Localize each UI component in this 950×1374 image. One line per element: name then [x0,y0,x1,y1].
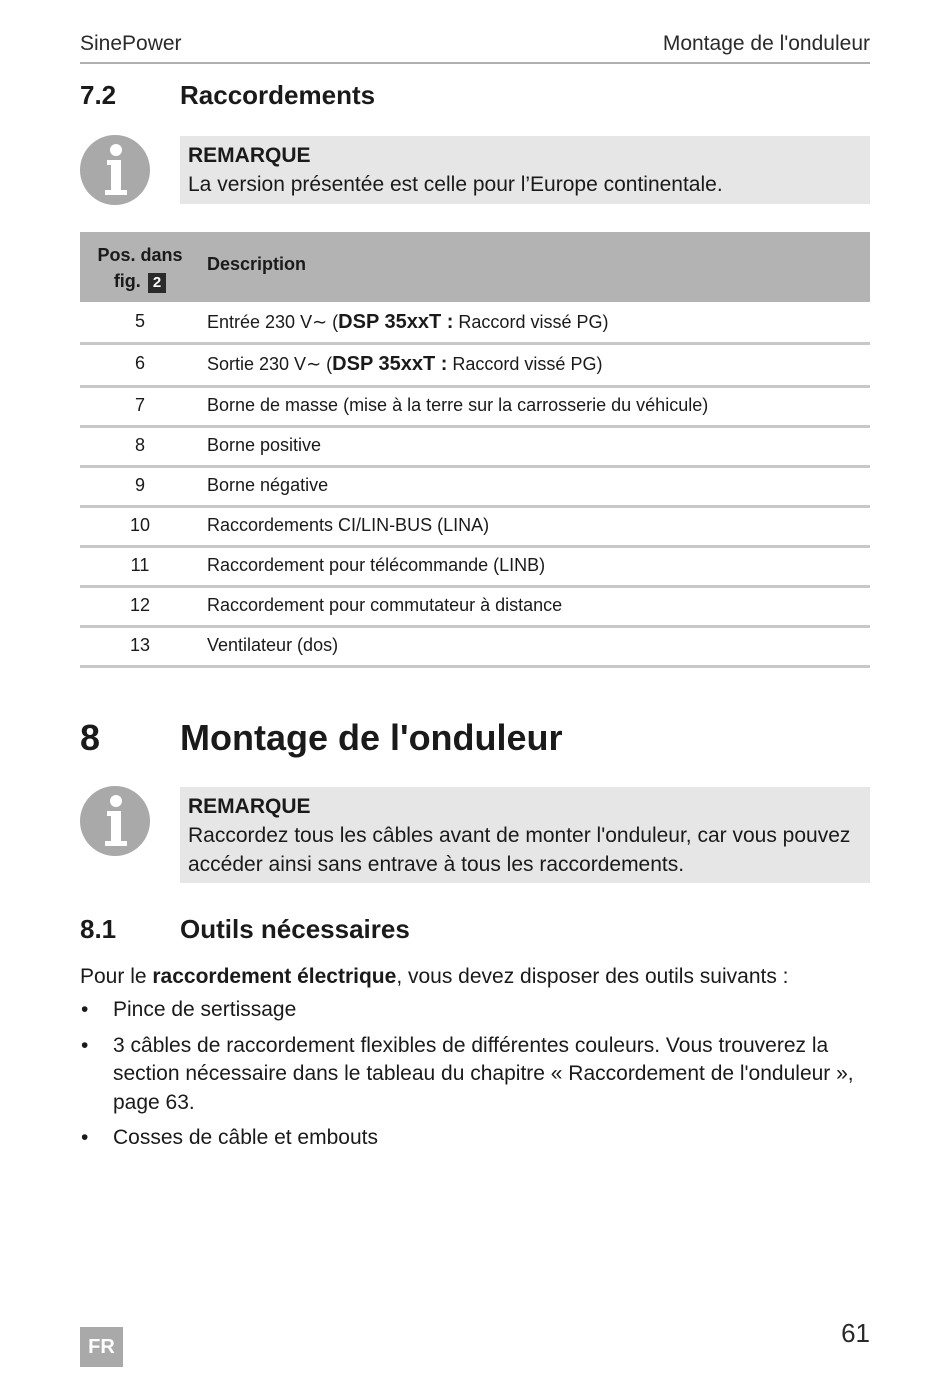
table-row [80,345,870,388]
info-icon [80,786,150,856]
row-pos: 11 [130,555,150,575]
row-desc: Entrée 230 V∼ (DSP 35xxT : Raccord vissé PG) [207,311,609,333]
note-text-line1: Raccordez tous les câbles avant de monter l'onduleur, car vous pouvez [188,824,851,847]
table-row [80,388,870,428]
header-pos-line1: Pos. dans [97,245,183,265]
tools-list [80,996,870,1160]
row-pos: 5 [134,311,145,331]
row-pos: 13 [129,635,151,655]
table-row [80,548,870,588]
row-desc: Ventilateur (dos) [207,635,339,655]
row-desc: Borne positive [207,435,322,455]
list-item: • 3 câbles de raccordement flexibles de différentes couleurs. Vous trouverez la section nécessaire dans le tableau du chapitre « Raccordement de l'onduleur », page 63. [81,1033,854,1114]
bullet-icon: • [81,998,89,1021]
note-text-line2: accéder ainsi sans entrave à tous les raccordements. [188,853,685,876]
table-row [80,508,870,548]
intro-bold: raccordement électrique [152,965,397,988]
note-title: REMARQUE [188,795,311,818]
table-row [80,628,870,668]
header-brand: SinePower [80,32,182,55]
bullet-icon: • [81,1126,89,1149]
row-pos: 6 [134,353,145,373]
row-pos: 7 [134,395,145,415]
header-chapter: Montage de l'onduleur [662,32,870,55]
intro-paragraph: Pour le raccordement électrique, vous devez disposer des outils suivants : [80,965,789,988]
row-desc: Raccordement pour commutateur à distance [207,595,563,615]
info-icon [80,135,150,205]
header-description: Description [207,254,307,274]
table-row [80,468,870,508]
row-desc: Raccordement pour télécommande (LINB) [207,555,546,575]
figure-ref: 2 [148,273,166,293]
connections-table [80,232,870,668]
header-pos-line2: fig. 2 [80,268,200,294]
row-desc: Raccordements CI/LIN-BUS (LINA) [207,515,490,535]
row-desc: Borne négative [207,475,329,495]
page-header [80,30,870,64]
section-heading-7-2 [80,80,870,114]
model-label: DSP 35xxT : [332,353,448,375]
row-pos: 8 [134,435,145,455]
row-desc: Sortie 230 V∼ (DSP 35xxT : Raccord vissé PG) [207,353,603,375]
table-row [80,302,870,345]
table-row [80,588,870,628]
ac-symbol: ∼ [312,312,328,332]
note-box-2 [180,787,870,883]
language-tab: FR [80,1327,123,1367]
section-number: 8.1 [80,914,117,944]
row-desc: Borne de masse (mise à la terre sur la carrosserie du véhicule) [207,395,709,415]
note-title: REMARQUE [188,144,311,167]
header-pos [80,242,200,294]
section-number: 7.2 [80,80,117,110]
list-item: • Cosses de câble et embouts [80,1124,870,1153]
ac-symbol: ∼ [306,354,322,374]
page-number: 61 [841,1318,870,1348]
list-item: • Pince de sertissage [80,996,870,1025]
note-text: La version présentée est celle pour l’Europe continentale. [188,173,723,196]
row-pos: 12 [129,595,151,615]
chapter-number: 8 [80,717,101,758]
section-heading-8-1 [80,914,870,948]
section-title: Raccordements [180,80,376,110]
table-header [80,232,870,302]
model-label: DSP 35xxT : [338,311,454,333]
chapter-title: Montage de l'onduleur [180,717,563,758]
chapter-heading-8 [80,717,870,763]
table-row [80,428,870,468]
bullet-icon: • [81,1033,89,1057]
row-pos: 10 [129,515,151,535]
section-title: Outils nécessaires [180,914,410,944]
note-box-1 [180,136,870,204]
row-pos: 9 [134,475,145,495]
